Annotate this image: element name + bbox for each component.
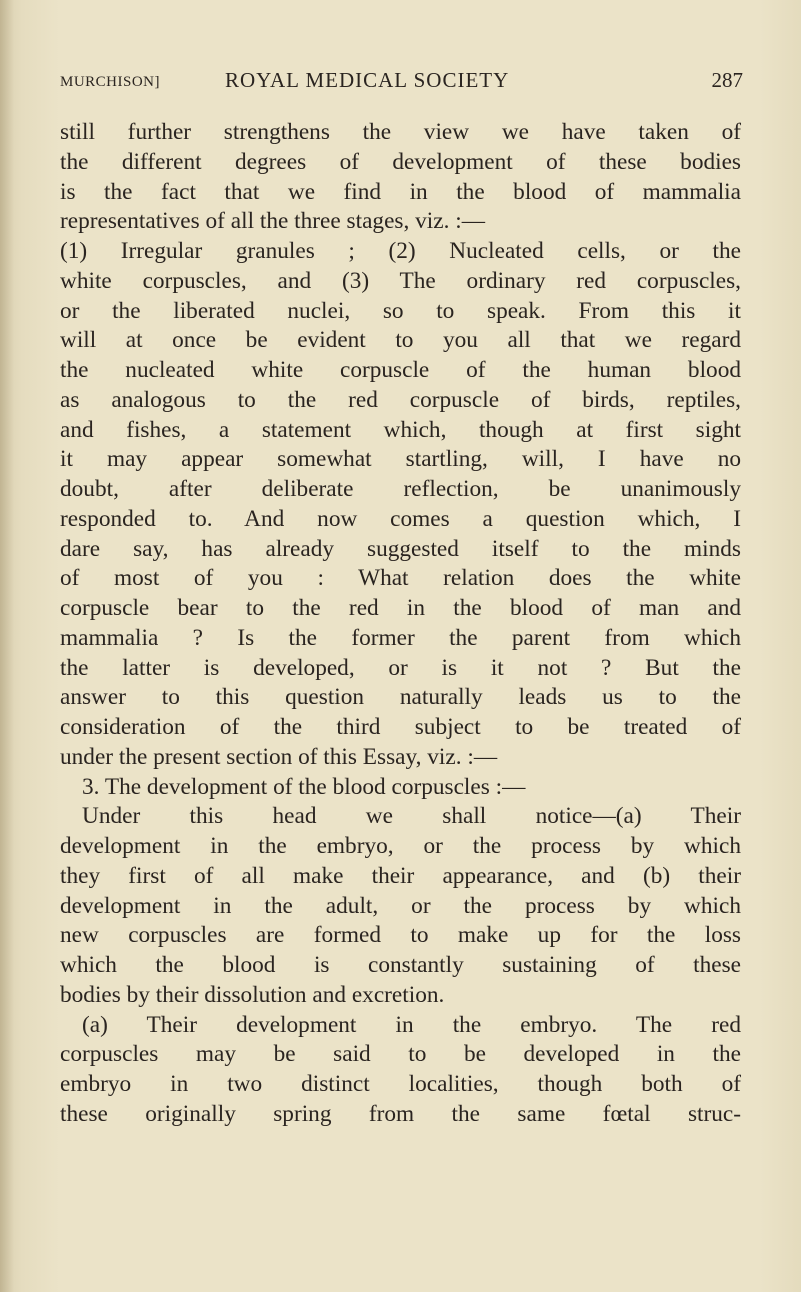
text-line: as analogous to the red corpuscle of birds, reptiles, <box>60 386 741 413</box>
text-line: bodies by their dissolution and excretion. <box>60 981 445 1008</box>
text-line: it may appear somewhat startling, will, I have no <box>60 446 741 473</box>
text-line: is the fact that we find in the blood of mammalia <box>60 178 741 205</box>
text-line: corpuscle bear to the red in the blood of man and <box>60 595 741 621</box>
text-line: white corpuscles, and (3) The ordinary red corpuscles, <box>60 267 741 294</box>
text-line: will at once be evident to you all that we regard <box>60 327 741 354</box>
text-line: of most of you : What relation does the white <box>60 565 741 592</box>
text-line: development in the embryo, or the process by which <box>60 833 741 859</box>
text-line: development in the adult, or the process by which <box>60 892 741 919</box>
text-line: embryo in two distinct localities, though both of <box>60 1071 741 1097</box>
text-line: doubt, after deliberate reflection, be unanimously <box>60 476 741 502</box>
running-head-title: ROYAL MEDICAL SOCIETY <box>225 68 510 92</box>
text-line: corpuscles may be said to be developed in the <box>60 1041 741 1068</box>
text-line: representatives of all the three stages, viz. :— <box>60 208 486 235</box>
text-line: Under this head we shall notice—(a) Their <box>82 803 741 830</box>
text-line: mammalia ? Is the former the parent from which <box>60 624 741 651</box>
text-line: the latter is developed, or is it not ? But the <box>60 654 741 681</box>
text-line: consideration of the third subject to be treated of <box>60 714 741 740</box>
text-line: answer to this question naturally leads us to the <box>60 684 741 711</box>
text-line: 3. The development of the blood corpuscles :— <box>82 773 526 800</box>
text-line: new corpuscles are formed to make up for the loss <box>60 922 741 949</box>
text-line: under the present section of this Essay, viz. :— <box>60 743 498 770</box>
page-gutter-shadow <box>0 0 14 1292</box>
body-text <box>60 118 741 1130</box>
text-line: they first of all make their appearance, and (b) their <box>60 862 741 889</box>
text-line: responded to. And now comes a question which, I <box>60 505 741 532</box>
text-line: (1) Irregular granules ; (2) Nucleated cells, or the <box>60 238 741 264</box>
text-line: these originally spring from the same fœtal struc- <box>60 1100 741 1127</box>
running-head <box>60 68 743 98</box>
text-line: and fishes, a statement which, though at first sight <box>60 416 741 443</box>
text-line: the nucleated white corpuscle of the human blood <box>60 357 741 383</box>
text-line: which the blood is constantly sustaining of these <box>60 952 741 978</box>
text-line: (a) Their development in the embryo. The red <box>82 1011 741 1038</box>
running-head-author: MURCHISON] <box>60 74 161 90</box>
page-number: 287 <box>711 68 743 92</box>
text-line: dare say, has already suggested itself to the minds <box>60 535 741 562</box>
text-line: still further strengthens the view we have taken of <box>60 119 741 145</box>
text-line: or the liberated nuclei, so to speak. From this it <box>60 297 741 324</box>
text-line: the different degrees of development of these bodies <box>60 148 741 175</box>
